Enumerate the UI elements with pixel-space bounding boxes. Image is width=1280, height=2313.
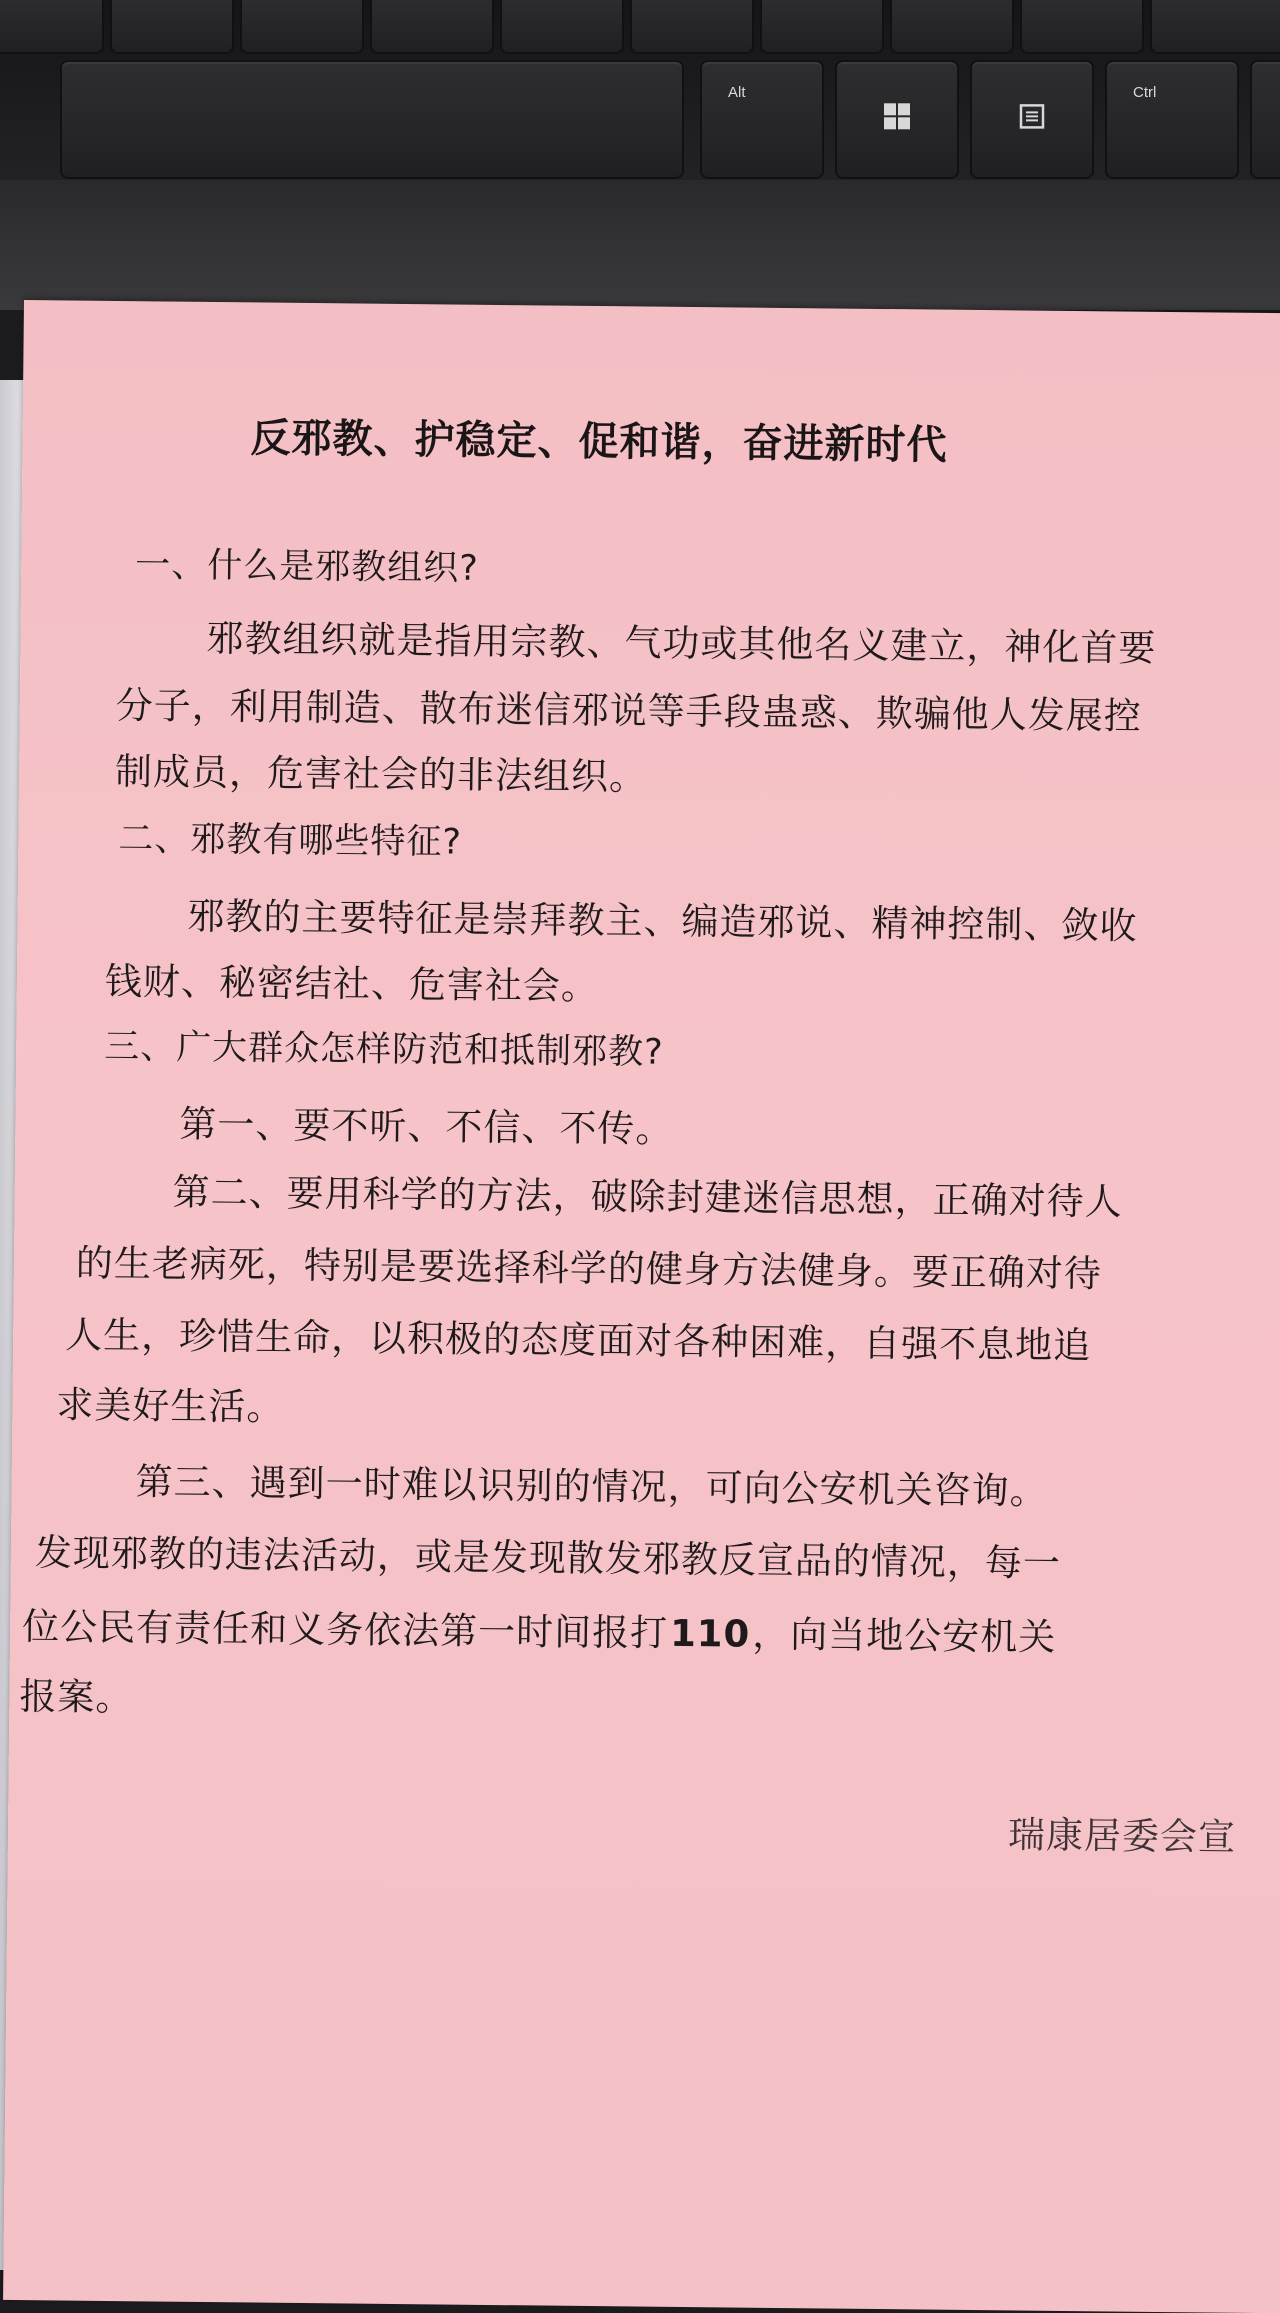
desk-surface bbox=[0, 180, 1280, 310]
paragraph-line: 人生，珍惜生命，以积极的态度面对各种困难，自强不息地追 bbox=[64, 1313, 1092, 1368]
keyboard-key bbox=[890, 0, 1014, 54]
paragraph-line: 报案。 bbox=[19, 1675, 134, 1720]
paragraph-line: 分子，利用制造、散布迷信邪说等手段蛊惑、欺骗他人发展控 bbox=[115, 683, 1142, 738]
signature-organization: 瑞康居委会宣 bbox=[1007, 1813, 1237, 1859]
phone-number-110: 110 bbox=[669, 1611, 751, 1656]
alt-key-label: Alt bbox=[728, 84, 746, 101]
paragraph-line: 制成员，危害社会的非法组织。 bbox=[114, 749, 648, 799]
keyboard bbox=[0, 0, 1280, 190]
keyboard-key bbox=[630, 0, 754, 54]
paragraph-line: 第三、遇到一时难以识别的情况，可向公安机关咨询。 bbox=[135, 1460, 1048, 1513]
ctrl-key bbox=[1105, 60, 1239, 179]
paragraph-line: 邪教的主要特征是崇拜教主、编造邪说、精神控制、敛收 bbox=[187, 894, 1138, 948]
keyboard-key bbox=[0, 0, 104, 54]
paragraph-text: 位公民有责任和义务依法第一时间报打 bbox=[21, 1605, 669, 1655]
menu-icon bbox=[1018, 102, 1046, 134]
keyboard-key bbox=[1020, 0, 1144, 54]
paragraph-line-with-phone bbox=[22, 1596, 1057, 1661]
paragraph-line: 第二、要用科学的方法，破除封建迷信思想，正确对待人 bbox=[172, 1170, 1123, 1224]
windows-key bbox=[835, 60, 959, 179]
windows-logo-icon bbox=[882, 101, 912, 135]
paragraph-text: ，向当地公安机关 bbox=[752, 1612, 1057, 1659]
paragraph-line: 钱财、秘密结社、危害社会。 bbox=[104, 959, 600, 1009]
keyboard-key bbox=[1150, 0, 1280, 54]
keyboard-key bbox=[500, 0, 624, 54]
ctrl-key-label: Ctrl bbox=[1133, 84, 1157, 101]
keyboard-key bbox=[110, 0, 234, 54]
section-heading-2: 二、邪教有哪些特征? bbox=[118, 819, 463, 863]
keyboard-key bbox=[760, 0, 884, 54]
paragraph-line: 求美好生活。 bbox=[56, 1383, 285, 1429]
paragraph-line: 邪教组织就是指用宗教、气功或其他名义建立，神化首要 bbox=[206, 616, 1157, 670]
document-title: 反邪教、护稳定、促和谐，奋进新时代 bbox=[250, 415, 948, 469]
paragraph-line: 的生老病死，特别是要选择科学的健身方法健身。要正确对待 bbox=[75, 1241, 1103, 1296]
keyboard-key bbox=[1250, 60, 1280, 179]
keyboard-key bbox=[240, 0, 364, 54]
spacebar-key bbox=[60, 60, 684, 179]
paragraph-line: 第一、要不听、不信、不传。 bbox=[179, 1102, 674, 1151]
section-heading-1: 一、什么是邪教组织? bbox=[135, 545, 479, 589]
flyer-paper bbox=[3, 300, 1280, 2313]
paragraph-line: 发现邪教的违法活动，或是发现散发邪教反宣品的情况，每一 bbox=[34, 1531, 1062, 1585]
alt-key bbox=[700, 60, 824, 179]
keyboard-key bbox=[370, 0, 494, 54]
menu-key bbox=[970, 60, 1094, 179]
section-heading-3: 三、广大群众怎样防范和抵制邪教? bbox=[103, 1026, 664, 1073]
